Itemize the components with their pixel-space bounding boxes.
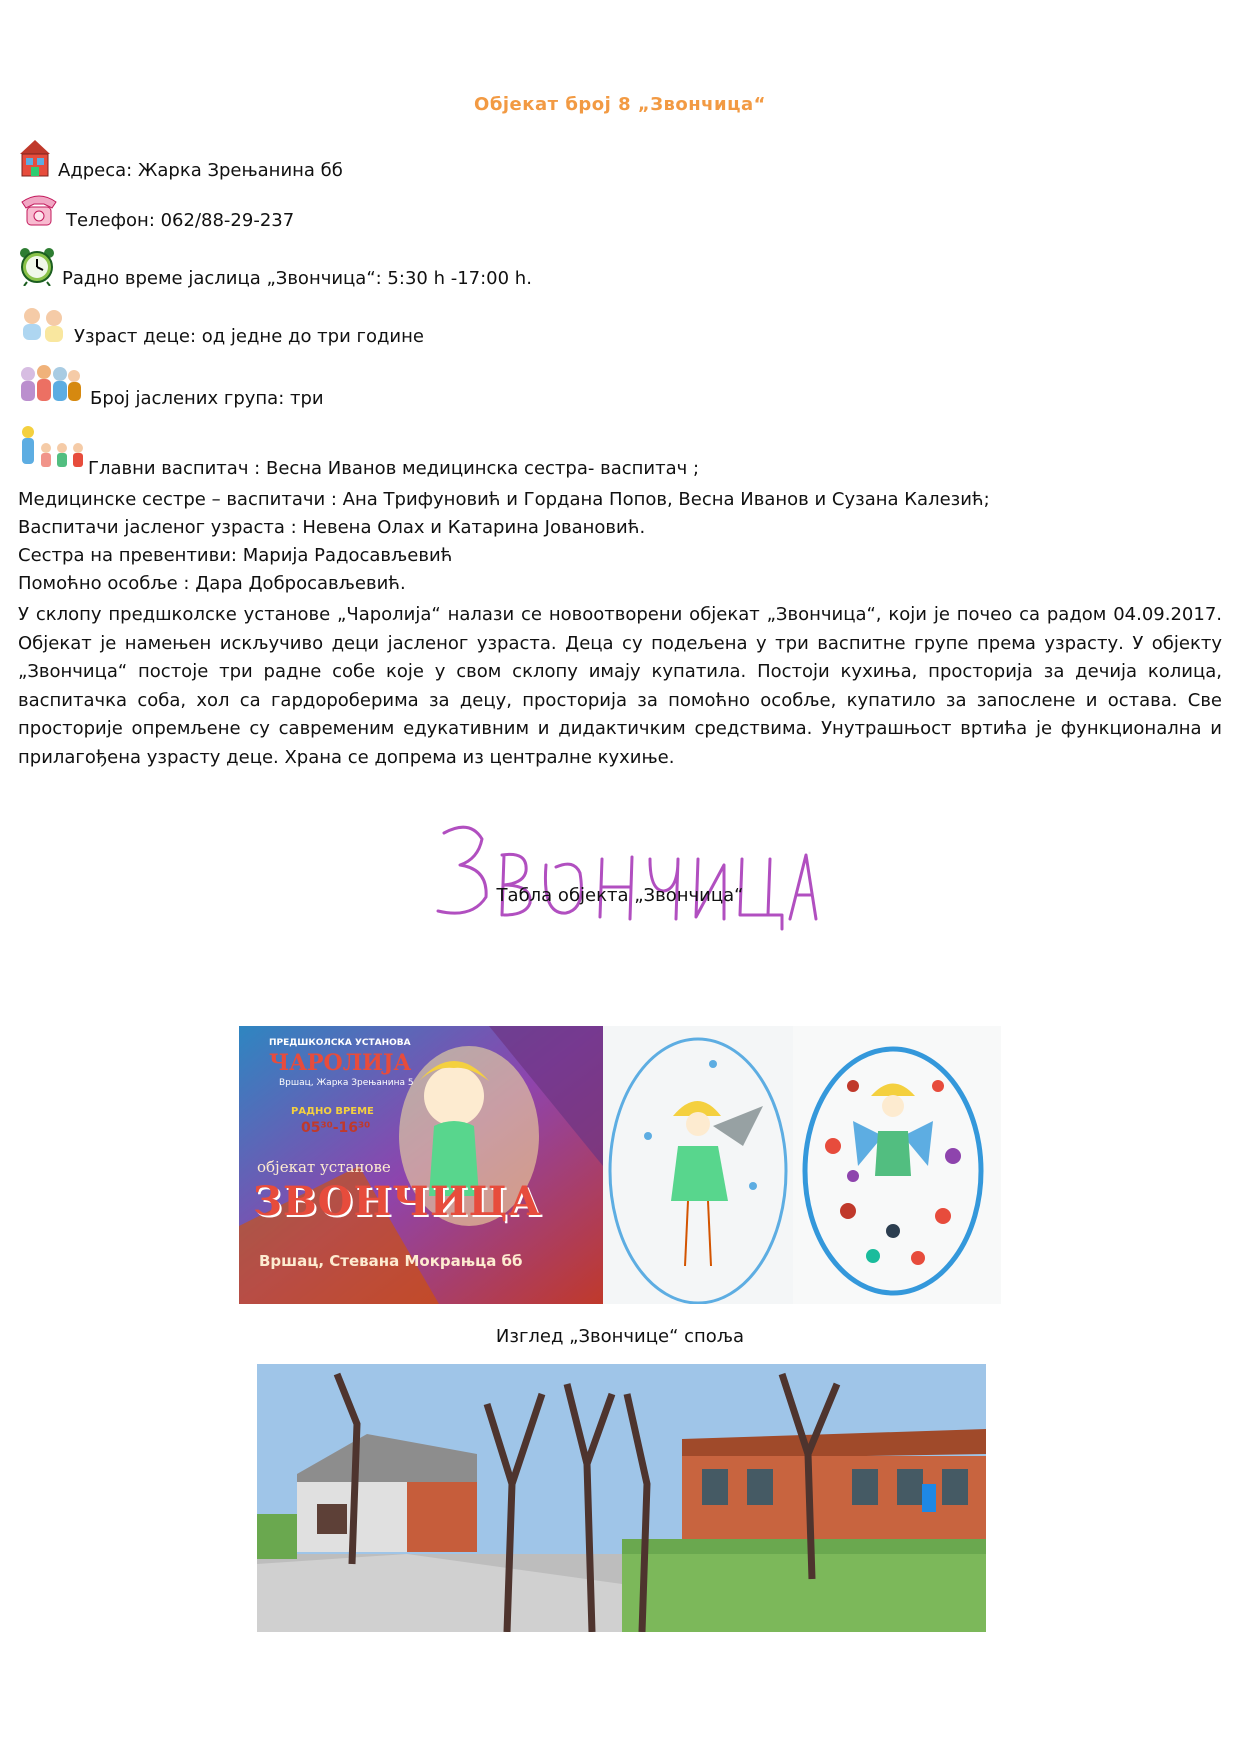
- house-icon: [18, 138, 52, 183]
- exterior-photo-2: [622, 1364, 986, 1632]
- staff-prevention: Сестра на превентиви: Марија Радосављевић: [18, 545, 453, 566]
- staff-support: Помоћно особље : Дара Добросављевић.: [18, 573, 406, 594]
- telephone-icon: [18, 190, 60, 233]
- kids-group-icon: [18, 362, 84, 411]
- info-head: [18, 424, 699, 483]
- description-paragraph: У склопу предшколске установе „Чаролија“ налази се новоотворени објекат „Звончица“, који је почео са радом 04.09.2017. Објекат је намењен искључиво деци јасленог узраста. Деца су подељена у три васпитне групе према узрасту. У објекту „Звончица“ постоје три радне собе које у свом склопу имају купатила. Постоји кухиња, просторија за дечија колица, васпитачка соба, хол са гардороберима за децу, просторија за помоћно особље, купатило за запослене и остава. Све просторије опремљене су савременим едукативним и дидактичким средствима. Унутрашњост вртића је функционална и прилагођена узрасту деце. Храна се допрема из централне кухиње.: [18, 604, 1222, 768]
- info-hours: [18, 246, 532, 291]
- info-phone: [18, 190, 294, 233]
- address-text: Адреса: Жарка Зрењанина бб: [58, 160, 343, 181]
- caption-exterior: Изглед „Звончице“ споља: [495, 1326, 745, 1347]
- info-groups: [18, 362, 324, 411]
- child-drawing-1: [603, 1026, 793, 1304]
- teacher-children-icon: [18, 424, 86, 483]
- hours-text: Радно време јаслица „Звончица“: 5:30 h -17:00 h.: [62, 268, 532, 289]
- age-text: Узраст деце: од једне до три године: [74, 326, 424, 347]
- alarm-clock-icon: [18, 246, 56, 291]
- sign-hours: 05³⁰-16³⁰: [301, 1120, 371, 1136]
- info-age: [18, 306, 424, 349]
- babies-icon: [18, 306, 68, 349]
- sign-photo: [239, 1026, 603, 1304]
- sign-object-name: ЗВОНЧИЦА: [253, 1178, 542, 1225]
- staff-nurses: Медицинске сестре – васпитачи : Ана Трифуновић и Гордана Попов, Весна Иванов и Сузана Калезић;: [18, 489, 990, 510]
- staff-educators: Васпитачи јасленог узраста : Невена Олах и Катарина Јовановић.: [18, 517, 646, 538]
- phone-text: Телефон: 062/88-29-237: [66, 210, 295, 231]
- page-title: Објекат број 8 „Звончица“: [474, 94, 766, 115]
- exterior-photo-1: [257, 1364, 622, 1632]
- info-address: [18, 138, 343, 183]
- groups-text: Број јаслених група: три: [90, 388, 324, 409]
- caption-sign: Табла објекта „Звончица“: [496, 885, 744, 906]
- sign-address: Вршац, Стевана Мокрањца бб: [259, 1252, 523, 1270]
- child-drawing-2: [793, 1026, 1001, 1304]
- sign-hours-label: РАДНО ВРЕМЕ: [291, 1106, 374, 1117]
- handwritten-zvoncica: [430, 815, 820, 935]
- head-text: Главни васпитач : Весна Иванов медицинска сестра- васпитач ;: [88, 458, 700, 479]
- sign-institution-line: ПРЕДШКОЛСКА УСТАНОВА: [269, 1038, 411, 1048]
- sign-institution-address: Вршац, Жарка Зрењанина 5: [279, 1078, 414, 1088]
- sign-institution-name: ЧАРОЛИЈА: [269, 1050, 412, 1076]
- sign-object-label: објекат установе: [257, 1158, 391, 1176]
